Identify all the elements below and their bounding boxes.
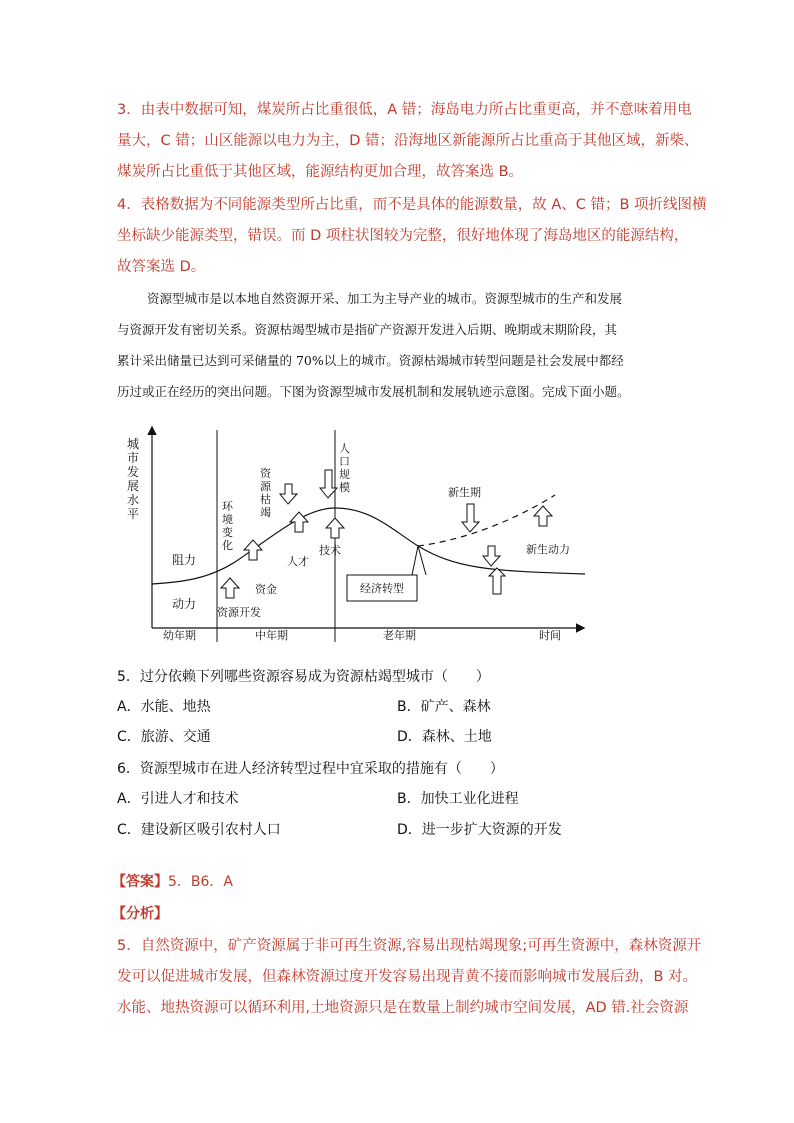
option-c: C．建设新区吸引农村人口 — [117, 822, 281, 838]
option-d: D．进一步扩大资源的开发 — [397, 822, 562, 838]
option-a: A．引进人才和技术 — [117, 791, 239, 807]
option-d: D．森林、土地 — [397, 729, 492, 745]
prev-answer-line: 量大，C 错；山区能源以电力为主，D 错；沿海地区新能源所占比重高于其他区域，新柴、 — [117, 133, 699, 149]
prev-answer-line: 3．由表中数据可知，煤炭所占比重很低，A 错；海岛电力所占比重更高，并不意味着用电 — [117, 102, 692, 118]
resource-exhaust-label: 资源枯竭 — [260, 467, 271, 519]
funds-label: 资金 — [255, 583, 277, 596]
stage-old: 老年期 — [383, 629, 416, 642]
analysis-line: 发可以促进城市发展，但森林资源过度开发容易出现青黄不接而影响城市发展后劲，B 对。 — [117, 969, 698, 985]
up-arrow-icon — [534, 506, 552, 526]
resource-dev-label: 资源开发 — [217, 606, 261, 619]
up-arrow-icon — [290, 512, 308, 532]
up-arrow-icon — [489, 568, 505, 594]
time-label: 时间 — [539, 629, 561, 642]
option-c: C．旅游、交通 — [117, 729, 211, 745]
analysis-line: 水能、地热资源可以循环利用,土地资源只是在数量上制约城市空间发展，AD 错.社会资源 — [117, 1000, 689, 1016]
prev-answer-line: 故答案选 D。 — [117, 259, 206, 275]
down-arrow-icon — [320, 470, 337, 498]
population-scale-label: 人口规模 — [339, 442, 350, 494]
passage-line: 累计采出储量已达到可采储量的 70%以上的城市。资源枯竭城市转型问题是社会发展中都经 — [117, 353, 624, 368]
down-arrow-icon — [462, 504, 479, 532]
resistance-label: 阻力 — [172, 553, 197, 567]
transition-label: 经济转型 — [360, 582, 404, 595]
answer-tag: 【答案】 — [112, 874, 168, 890]
passage-line: 历过或正在经历的突出问题。下图为资源型城市发展机制和发展轨迹示意图。完成下面小题。 — [117, 384, 630, 399]
prev-answer-line: 坐标缺少能源类型，错误。而 D 项柱状图较为完整，很好地体现了海岛地区的能源结构， — [117, 228, 689, 244]
down-arrow-icon — [483, 546, 500, 566]
question-stem: 5．过分依赖下列哪些资源容易成为资源枯竭型城市（ ） — [117, 669, 490, 685]
transition-pointer — [412, 546, 426, 575]
power-label: 动力 — [172, 597, 197, 611]
y-axis-label: 城市发展水平 — [127, 437, 140, 521]
env-change-label: 环境变化 — [222, 500, 233, 552]
passage-line: 资源型城市是以本地自然资源开采、加工为主导产业的城市。资源型城市的生产和发展 — [147, 291, 623, 306]
answer-text: 5．B6．A — [168, 874, 233, 890]
question-stem: 6．资源型城市在进人经济转型过程中宜采取的措施有（ ） — [117, 761, 504, 777]
city-development-diagram — [115, 420, 595, 650]
new-power-label: 新生动力 — [526, 543, 570, 556]
option-b: B．矿产、森林 — [397, 699, 491, 715]
new-period-curve — [418, 495, 555, 546]
up-arrow-icon — [326, 518, 344, 538]
stage-middle: 中年期 — [255, 629, 288, 642]
analysis-line: 5．自然资源中，矿产资源属于非可再生资源,容易出现枯竭现象;可再生资源中，森林资源开 — [117, 938, 702, 954]
down-arrow-icon — [280, 484, 297, 504]
analysis-tag: 【分析】 — [112, 906, 168, 922]
answer-line — [112, 872, 233, 892]
prev-answer-line: 4．表格数据为不同能源类型所占比重，而不是具体的能源数量，故 A、C 错；B 项折线图横 — [117, 197, 707, 213]
technology-label: 技术 — [319, 544, 341, 557]
talent-label: 人才 — [287, 555, 309, 568]
up-arrow-icon — [221, 578, 239, 598]
up-arrow-icon — [244, 540, 262, 560]
option-a: A．水能、地热 — [117, 699, 211, 715]
new-period-label: 新生期 — [448, 486, 481, 499]
passage-line: 与资源开发有密切关系。资源枯竭型城市是指矿产资源开发进入后期、晚期或末期阶段，其 — [117, 322, 618, 337]
stage-young: 幼年期 — [163, 629, 196, 642]
prev-answer-line: 煤炭所占比重低于其他区域，能源结构更加合理，故答案选 B。 — [117, 164, 524, 180]
option-b: B．加快工业化进程 — [397, 791, 519, 807]
